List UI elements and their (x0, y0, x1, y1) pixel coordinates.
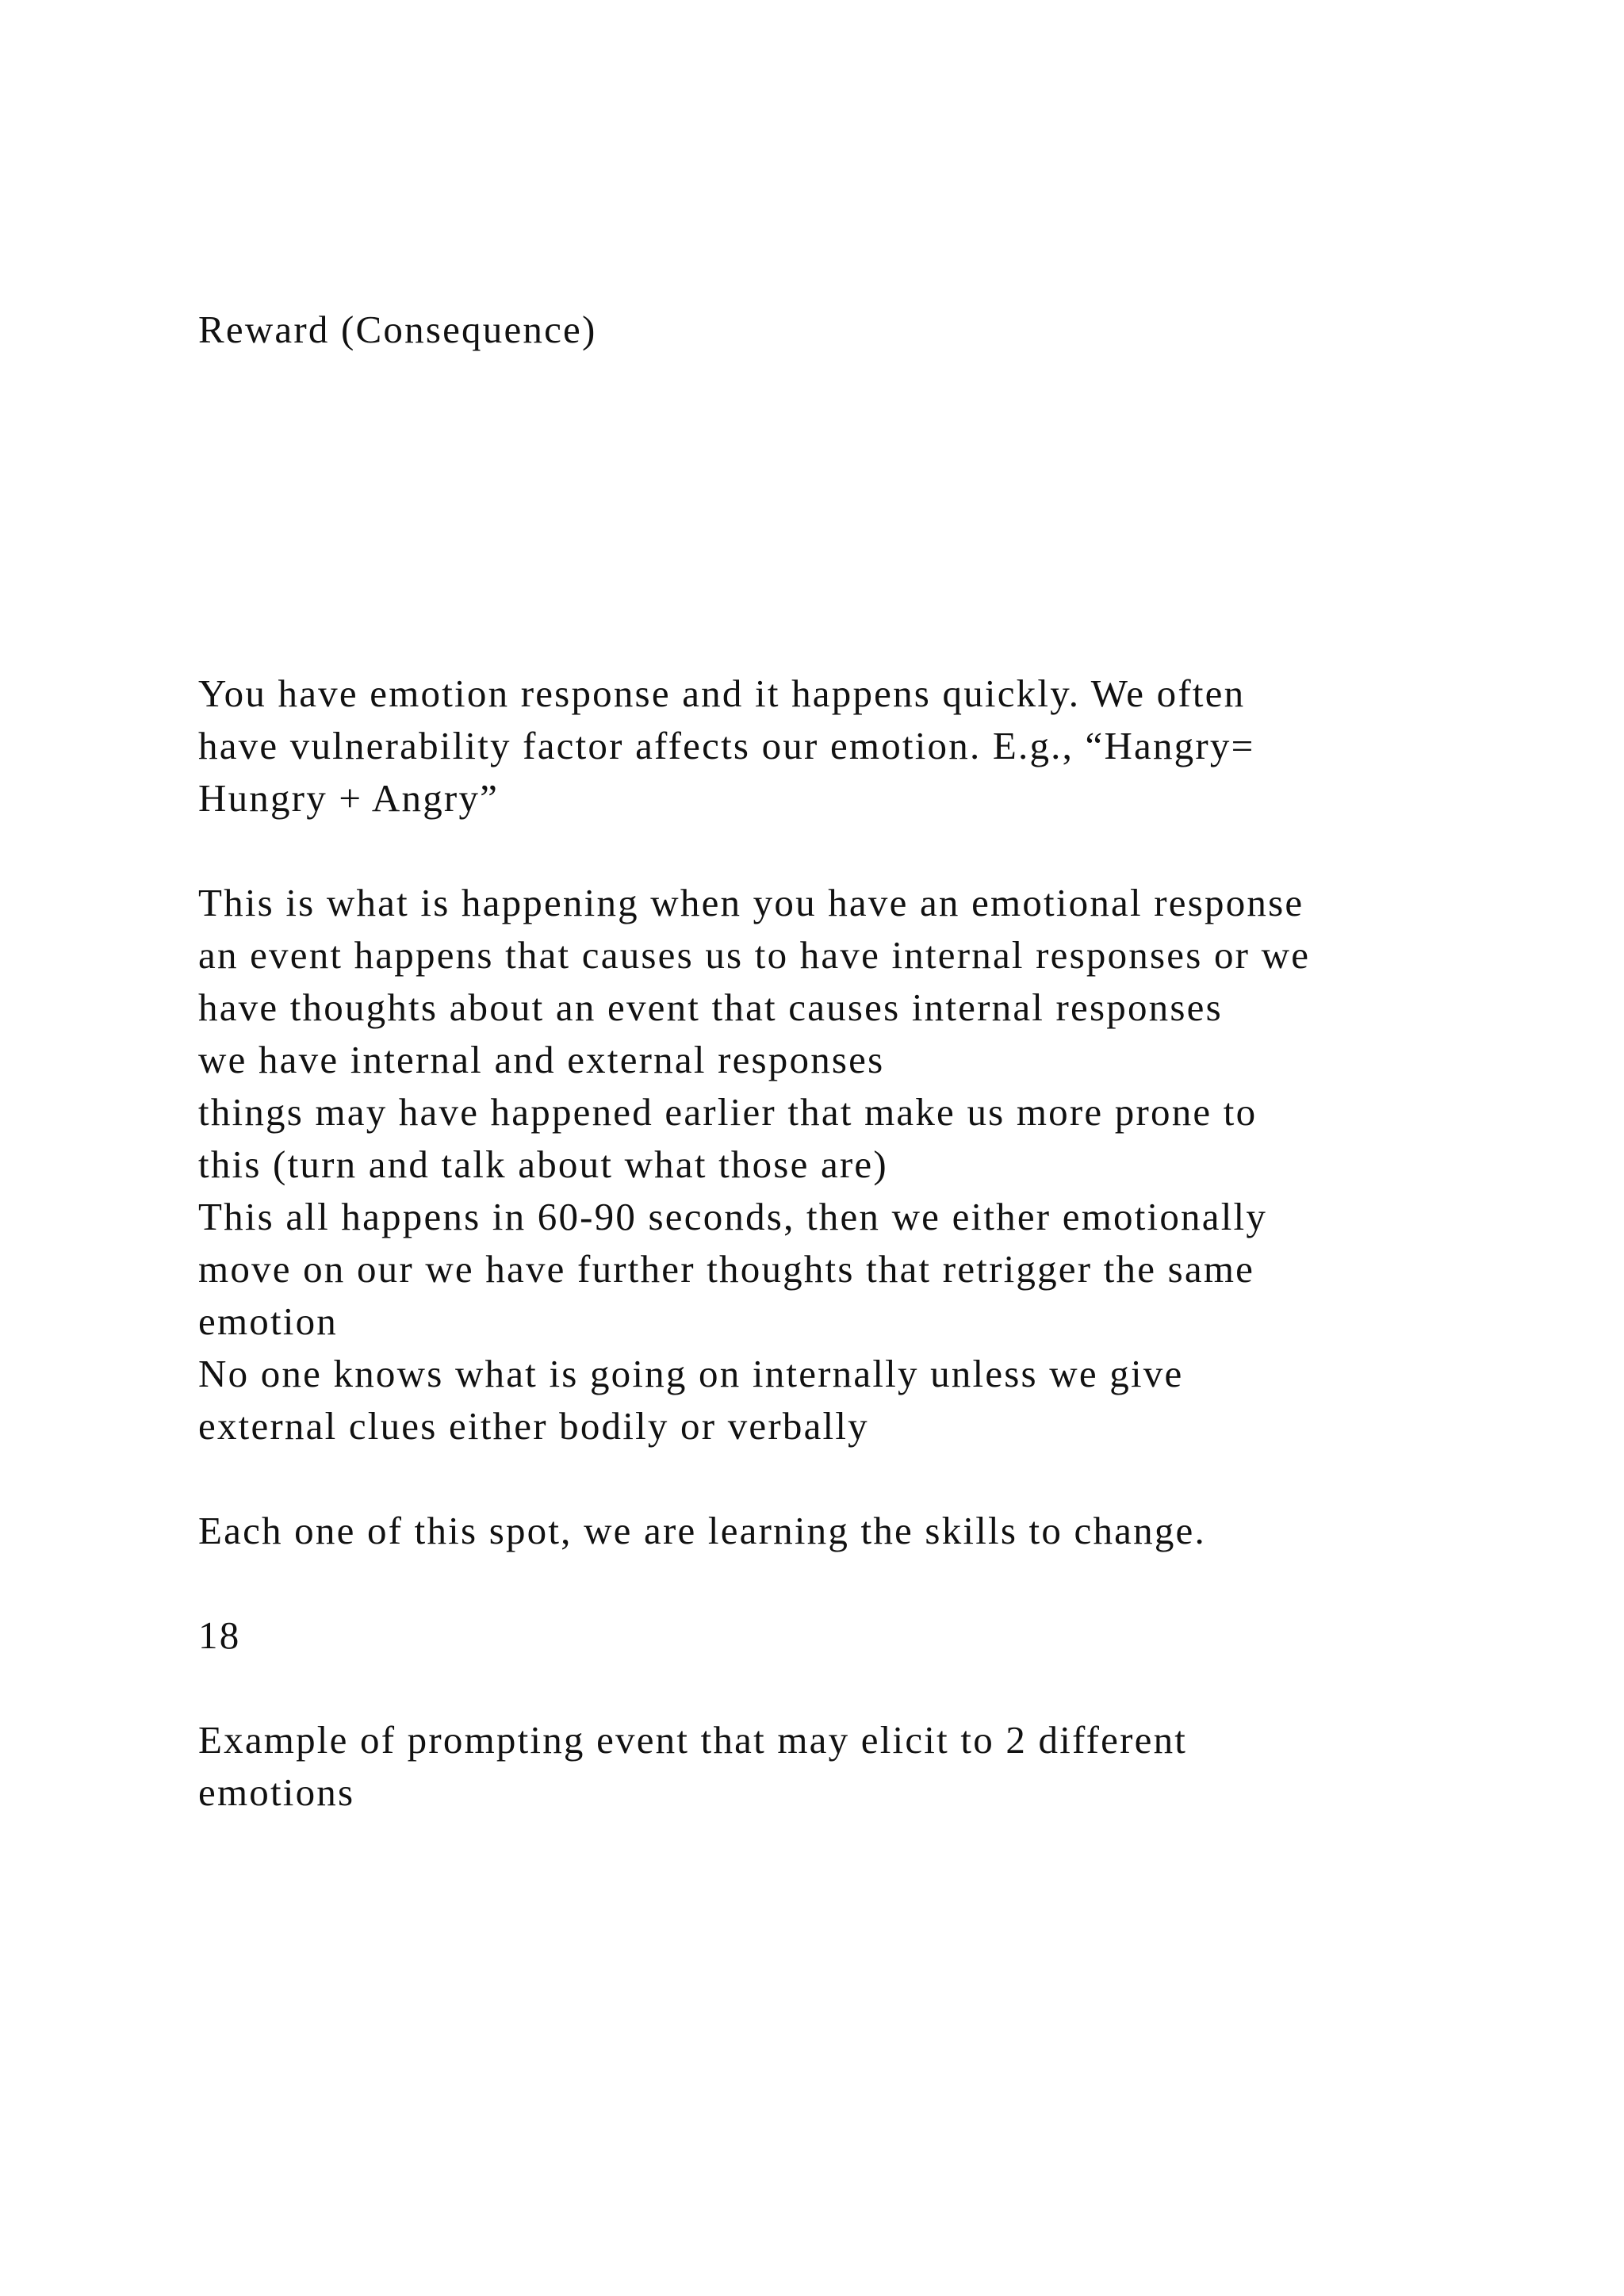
heading: Reward (Consequence) (198, 308, 597, 351)
paragraph-line: we have internal and external responses (198, 1038, 885, 1081)
paragraph-line: No one knows what is going on internally unless we give (198, 1352, 1184, 1395)
page-number: 18 (198, 1613, 241, 1657)
paragraph-line: You have emotion response and it happens quickly. We often (198, 672, 1246, 715)
paragraph-line: have vulnerability factor affects our emotion. E.g., “Hangry= (198, 724, 1255, 767)
paragraph-line: Hungry + Angry” (198, 776, 500, 820)
paragraph-line: Each one of this spot, we are learning the skills to change. (198, 1509, 1206, 1552)
paragraph-line: emotion (198, 1299, 338, 1343)
paragraph-line: emotions (198, 1770, 355, 1814)
paragraph-line: This is what is happening when you have an emotional response (198, 881, 1304, 924)
paragraph-line: Example of prompting event that may elicit to 2 different (198, 1718, 1188, 1762)
paragraph-line: things may have happened earlier that make us more prone to (198, 1090, 1258, 1134)
paragraph-line: this (turn and talk about what those are) (198, 1142, 888, 1186)
paragraph-line: an event happens that causes us to have internal responses or we (198, 933, 1311, 977)
paragraph-line: This all happens in 60-90 seconds, then we either emotionally (198, 1195, 1268, 1238)
paragraph-line: have thoughts about an event that causes internal responses (198, 985, 1223, 1029)
paragraph-line: external clues either bodily or verbally (198, 1404, 869, 1448)
paragraph-line: move on our we have further thoughts that retrigger the same (198, 1247, 1255, 1291)
